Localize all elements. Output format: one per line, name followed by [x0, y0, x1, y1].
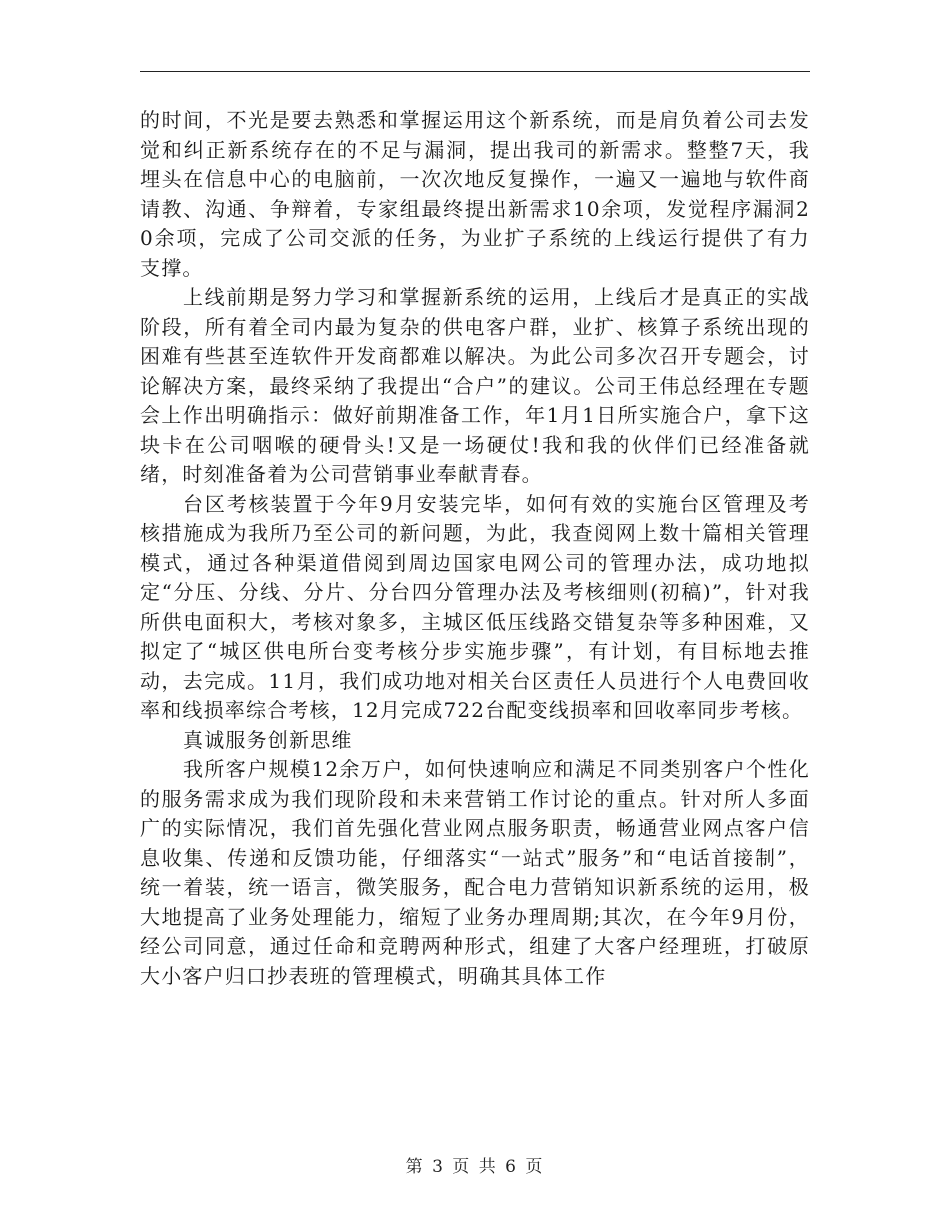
paragraph-continuation: 的时间，不光是要去熟悉和掌握运用这个新系统，而是肩负着公司去发觉和纠正新系统存在的不足与漏洞，提出我司的新需求。整整7天，我埋头在信息中心的电脑前，一次次地反复操作，一遍又一遍地与软件商请教、沟通、争辩着，专家组最终提出新需求10余项，发觉程序漏洞20余项，完成了公司交派的任务，为业扩子系统的上线运行提供了有力支撑。	[140, 108, 810, 280]
header-rule	[140, 71, 810, 72]
paragraph-area-assessment: 台区考核装置于今年9月安装完毕，如何有效的实施台区管理及考核措施成为我所乃至公司的新问题，为此，我查阅网上数十篇相关管理模式，通过各种渠道借阅到周边国家电网公司的管理办法，成功地拟定“分压、分线、分片、分台四分管理办法及考核细则(初稿)”，针对我所供电面积大，考核对象多，主城区低压线路交错复杂等多种困难，又拟定了“城区供电所台变考核分步实施步骤”，有计划，有目标地去推动，去完成。11月，我们成功地对相关台区责任人员进行个人电费回收率和线损率综合考核，12月完成722台配变线损率和回收率同步考核。	[140, 491, 810, 722]
paragraph-launch-phase: 上线前期是努力学习和掌握新系统的运用，上线后才是真正的实战阶段，所有着全司内最为复杂的供电客户群，业扩、核算子系统出现的困难有些甚至连软件开发商都难以解决。为此公司多次召开专题会，讨论解决方案，最终采纳了我提出“合户”的建议。公司王伟总经理在专题会上作出明确指示：做好前期准备工作，年1月1日所实施合户，拿下这块卡在公司咽喉的硬骨头!又是一场硬仗!我和我的伙伴们已经准备就绪，时刻准备着为公司营销事业奉献青春。	[140, 285, 810, 486]
document-body	[140, 106, 810, 991]
section-heading: 真诚服务创新思维	[183, 727, 353, 752]
page-number-footer: 第 3 页 共 6 页	[405, 1157, 545, 1177]
paragraph-customer-service: 我所客户规模12余万户，如何快速响应和满足不同类别客户个性化的服务需求成为我们现阶段和未来营销工作讨论的重点。针对所人多面广的实际情况，我们首先强化营业网点服务职责，畅通营业网点客户信息收集、传递和反馈功能，仔细落实“一站式”服务”和“电话首接制”，统一着装，统一语言，微笑服务，配合电力营销知识新系统的运用，极大地提高了业务处理能力，缩短了业务办理周期;其次，在今年9月份，经公司同意，通过任命和竞聘两种形式，组建了大客户经理班，打破原大小客户归口抄表班的管理模式，明确其具体工作	[140, 757, 810, 988]
